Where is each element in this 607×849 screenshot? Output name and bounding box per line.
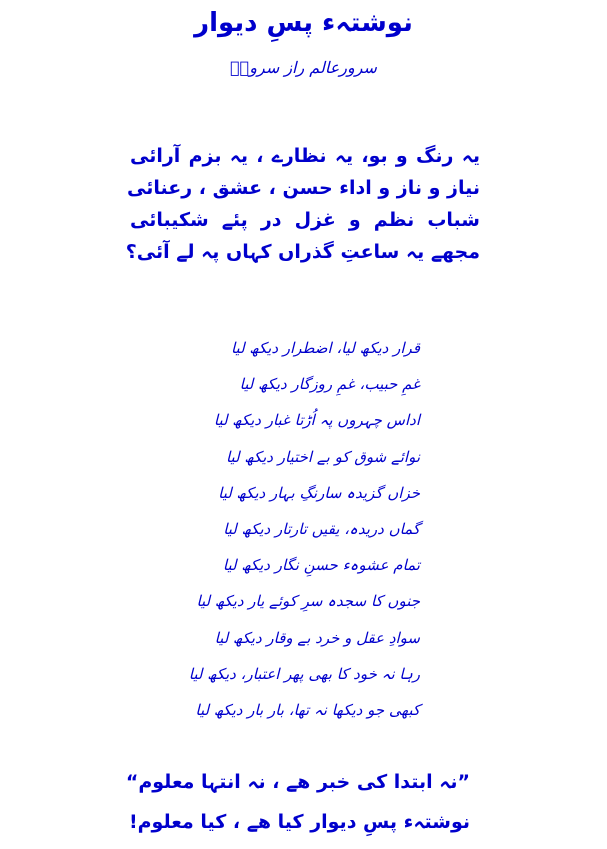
verse-line: سوادِ عقل و خرد بے وقار دیکھ لیا <box>214 628 420 647</box>
verse-line: غمِ حبیب، غمِ روزگار دیکھ لیا <box>239 375 420 394</box>
verse-line: کبھی جو دیکھا نہ تھا، بار بار دیکھ لیا <box>195 700 420 719</box>
closing-line: نوشتہء پسِ دیوار کیا ھے ، کیا معلوم! <box>128 811 470 833</box>
closing-couplet <box>125 766 470 846</box>
verse-line: قرار دیکھ لیا، اضطرار دیکھ لیا <box>230 339 420 357</box>
stanza-line: مجھے یہ ساعتِ گذراں کہاں پہ لے آئی؟ <box>125 241 480 263</box>
verse-line: جنوں کا سجدہ سرِ کوئے یار دیکھ لیا <box>196 592 420 611</box>
verse-line: رہا نہ خود کا بھی پھر اعتبار، دیکھ لیا <box>188 664 420 683</box>
verse-line: خزاں گزیدہ سارنگِ بہار دیکھ لیا <box>218 483 420 502</box>
poem-author: سرورعالم راز سرورؔ <box>230 58 377 77</box>
stanza-line: یہ رنگ و بو، یہ نظارے ، یہ بزم آرائی <box>130 145 480 167</box>
opening-stanza <box>125 140 480 268</box>
verse-line: نوائے شوق کو بے اختیار دیکھ لیا <box>225 447 420 466</box>
verse-list <box>190 334 420 732</box>
verse-line: تمام عشوہء حسنِ نگار دیکھ لیا <box>222 556 420 575</box>
poem-title: نوشتہء پسِ دیوار <box>194 8 413 38</box>
stanza-line: شباب نظم و غزل در پئے شکیبائی <box>130 209 480 231</box>
closing-line: ”نہ ابتدا کی خبر ھے ، نہ انتہا معلوم“ <box>125 771 470 793</box>
verse-line: گماں دریدہ، یقیں تارتار دیکھ لیا <box>223 519 420 538</box>
verse-line: اداس چہروں پہ اُڑتا غبار دیکھ لیا <box>213 411 420 430</box>
stanza-line: نیاز و ناز و اداء حسن ، عشق ، رعنائی <box>127 177 480 199</box>
